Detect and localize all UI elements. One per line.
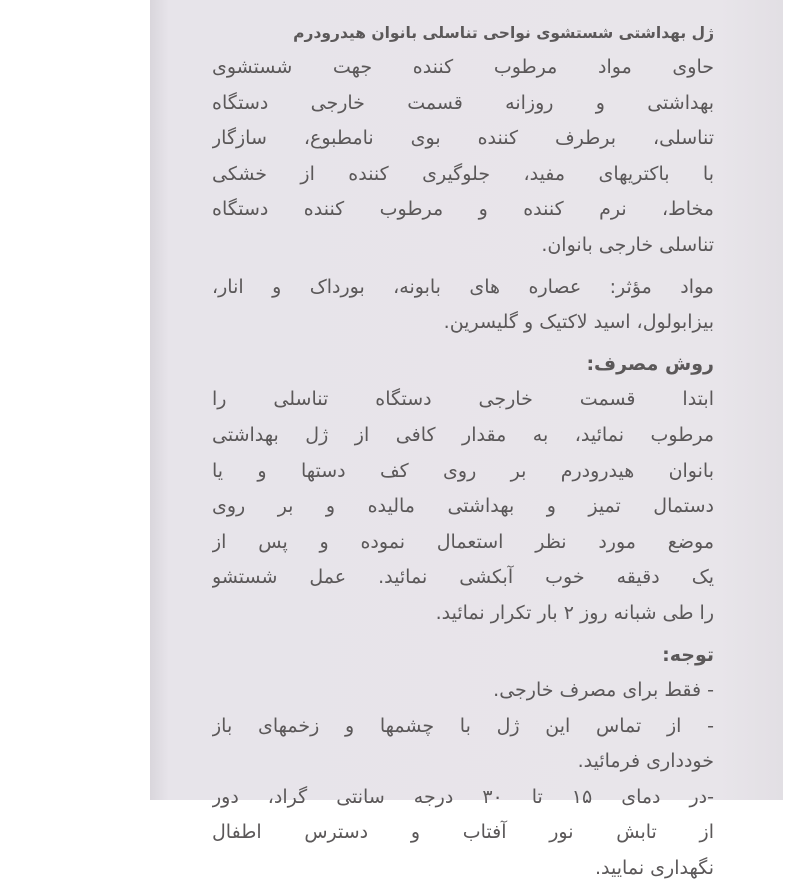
caution-block xyxy=(212,673,714,887)
usage-block xyxy=(212,382,714,631)
description-line: تناسلی خارجی بانوان. xyxy=(541,233,714,256)
description-line: حاوی مواد مرطوب کننده جهت شستشوی xyxy=(212,56,714,78)
description-line: تناسلی، برطرف کننده بوی نامطبوع، سازگار xyxy=(212,127,714,150)
ingredients-line: بیزابولول، اسید لاکتیک و گلیسرین. xyxy=(443,311,714,334)
caution-heading: توجه: xyxy=(662,643,714,666)
caution-line: -در دمای ۱۵ تا ۳۰ درجه سانتی گراد، دور xyxy=(212,785,714,808)
caution-line: نگهداری نمایید. xyxy=(595,857,714,880)
description-line: بهداشتی و روزانه قسمت خارجی دستگاه xyxy=(212,91,714,114)
description-block xyxy=(212,50,714,264)
usage-line: ابتدا قسمت خارجی دستگاه تناسلی را xyxy=(212,388,714,411)
caution-line: از تابش نور آفتاب و دسترس اطفال xyxy=(212,821,714,844)
product-title: ژل بهداشتی شستشوی نواحی تناسلی بانوان هیدرودرم xyxy=(293,24,714,42)
usage-line: مرطوب نمائید، به مقدار کافی از ژل بهداشتی xyxy=(212,423,714,446)
caution-line: - از تماس این ژل با چشمها و زخمهای باز xyxy=(212,714,714,737)
usage-line: دستمال تمیز و بهداشتی مالیده و بر روی xyxy=(212,495,714,518)
caution-line: - فقط برای مصرف خارجی. xyxy=(493,679,714,702)
usage-line: یک دقیقه خوب آبکشی نمائید. عمل شستشو xyxy=(212,566,714,589)
ingredients-block xyxy=(212,270,714,341)
description-line: مخاط، نرم کننده و مرطوب کننده دستگاه xyxy=(212,198,714,221)
usage-line: را طی شبانه روز ۲ بار تکرار نمائید. xyxy=(435,601,714,624)
label-text xyxy=(212,18,714,887)
description-line: با باکتریهای مفید، جلوگیری کننده از خشکی xyxy=(212,162,714,185)
caution-line: خودداری فرمائید. xyxy=(577,750,714,773)
usage-line: موضع مورد نظر استعمال نموده و پس از xyxy=(212,530,714,553)
ingredients-line: مواد مؤثر: عصاره های بابونه، بورداک و انار، xyxy=(212,275,714,298)
usage-heading: روش مصرف: xyxy=(586,352,714,375)
usage-line: بانوان هیدرودرم بر روی کف دستها و یا xyxy=(212,459,714,482)
